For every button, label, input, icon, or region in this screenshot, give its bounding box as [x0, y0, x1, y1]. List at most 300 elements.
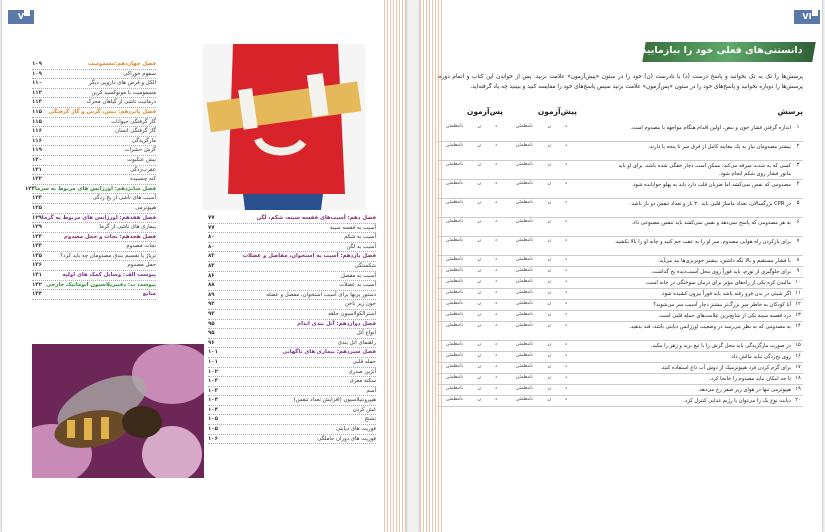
question-row	[437, 301, 803, 309]
question-text: اندازه گرفتن فشار خون و نبض، اولین اقدام هنگام مواجهه با مصدوم است.	[630, 125, 791, 131]
toc-entry-page: ۸۸	[208, 282, 215, 289]
question-number: ۴	[796, 181, 800, 187]
posttest-option[interactable]: د	[494, 200, 497, 205]
toc-entry-title: درماتیت ناشی از گیاهان محرک	[86, 99, 156, 106]
toc-entry-page: ۱۰۶	[208, 435, 218, 442]
toc-entry-page: ۱۲۱	[32, 166, 42, 173]
pretest-option[interactable]: ن	[547, 124, 551, 129]
posttest-option[interactable]: ن	[477, 181, 481, 186]
pretest-option[interactable]: د	[564, 386, 567, 391]
toc-entry-page: ۱۱۵	[32, 108, 42, 115]
question-row	[437, 238, 803, 254]
posttest-option[interactable]: ن	[477, 386, 481, 391]
pretest-option[interactable]: ن	[547, 162, 551, 167]
posttest-option[interactable]: ن	[477, 238, 481, 243]
toc-entry-page: ۱۱۰	[32, 80, 42, 87]
pretest-option[interactable]: ن	[547, 143, 551, 148]
toc-entry	[32, 271, 156, 281]
toc-entry	[32, 146, 156, 156]
pretest-option[interactable]: ن	[547, 257, 551, 262]
page-title: دانستنی‌های فعلی خود را بیازمایید	[641, 45, 803, 56]
toc-entry-title: کنه چسبیده	[130, 176, 156, 183]
question-text: برای گرم کردن فرد هیپوترمیک از دوش آب داغ استفاده کنید.	[660, 365, 791, 371]
pretest-option[interactable]: ن	[547, 375, 551, 380]
posttest-option[interactable]: ن	[477, 143, 481, 148]
posttest-option[interactable]: نامطمئن	[445, 200, 463, 205]
toc-entry-page: ۱۲۳	[25, 185, 35, 192]
toc-entry	[208, 291, 376, 301]
question-text: برای جلوگیری از تورم، باید فوراً روی محل آسیب‌دیده یخ گذاشت.	[651, 269, 791, 275]
posttest-option[interactable]: د	[494, 238, 497, 243]
question-row	[437, 257, 803, 265]
toc-entry-title: بیماری های ناشی از گرما	[99, 224, 156, 231]
pretest-option[interactable]: نامطمئن	[515, 257, 533, 262]
posttest-option[interactable]: نامطمئن	[445, 323, 463, 328]
question-row	[437, 353, 803, 361]
question-number: ۱۴	[795, 323, 801, 329]
bee-photo	[32, 344, 204, 478]
pretest-option[interactable]: د	[564, 143, 567, 148]
toc-entry	[32, 290, 156, 300]
toc-entry	[32, 233, 156, 243]
toc-entry	[32, 281, 156, 291]
pretest-option[interactable]: نامطمئن	[515, 342, 533, 347]
toc-entry-title: انواع آتل	[356, 330, 376, 337]
toc-entry-page: ۸۰	[208, 234, 215, 241]
question-text: در صورت مارگزیدگی باید محل گزش را با تیغ برید و زهر را مکید.	[650, 343, 791, 349]
pretest-option[interactable]: نامطمئن	[515, 323, 533, 328]
toc-column-right	[25, 60, 156, 300]
pretest-option[interactable]: نامطمئن	[515, 238, 533, 243]
header-posttest: پس‌آزمون	[466, 107, 503, 116]
toc-entry-page: ۹۵	[208, 330, 215, 337]
splint-photo	[203, 44, 365, 210]
toc-entry-title: منابع	[142, 291, 156, 298]
posttest-option[interactable]: نامطمئن	[445, 364, 463, 369]
posttest-option[interactable]: نامطمئن	[445, 312, 463, 317]
toc-entry	[208, 406, 376, 416]
toc-entry	[208, 348, 376, 358]
question-text: درد قفسه سینه یکی از شایع‌ترین علامت‌های حمله قلبی است.	[658, 313, 791, 319]
posttest-option[interactable]: د	[494, 268, 497, 273]
toc-entry-page: ۷۷	[208, 215, 215, 221]
posttest-option[interactable]: ن	[477, 353, 481, 358]
pretest-option[interactable]: ن	[547, 353, 551, 358]
posttest-option[interactable]: د	[494, 219, 497, 224]
pretest-option[interactable]: ن	[547, 386, 551, 391]
page-number: V	[8, 10, 34, 24]
header-question: پرسش	[777, 107, 803, 116]
pretest-option[interactable]: ن	[547, 301, 551, 306]
question-text: تا حد امکان نباید مصدوم را جابجا کرد.	[709, 376, 791, 382]
toc-entry-page: ۱۰۳	[208, 387, 218, 394]
question-text: دیابت نوع یک را می‌توان با رژیم غذایی کنترل کرد.	[683, 398, 791, 404]
toc-entry-page: ۱۰۴	[208, 397, 218, 404]
pretest-option[interactable]: ن	[547, 279, 551, 284]
toc-entry-page: ۸۳	[208, 253, 215, 260]
pretest-option[interactable]: د	[564, 290, 567, 295]
header-pretest: پیش‌آزمون	[537, 107, 577, 116]
pretest-option[interactable]: ن	[547, 181, 551, 186]
toc-entry-page: ۱۰۴	[208, 406, 218, 413]
toc-entry-title: هیپرونتیلاسیون (افزایش تعداد تنفس)	[293, 397, 376, 404]
toc-entry	[208, 368, 376, 378]
pretest-option[interactable]: نامطمئن	[515, 268, 533, 273]
toc-entry-title: پیوست ب: دفیبریلاسیون اتوماتیک خارجی	[45, 281, 156, 288]
toc-entry	[208, 339, 376, 349]
posttest-option[interactable]: نامطمئن	[445, 124, 463, 129]
posttest-option[interactable]: ن	[477, 290, 481, 295]
toc-entry	[32, 261, 156, 271]
pretest-option[interactable]: د	[564, 364, 567, 369]
row-divider	[437, 395, 803, 396]
toc-entry-page: ۱۰۱	[208, 349, 218, 356]
toc-entry-title: فصل هفدهم: اورژانس های مربوط به گرما	[41, 214, 156, 221]
question-number: ۷	[796, 238, 800, 244]
question-text: هیپوترمی تنها در هوای زیر صفر رخ می‌دهد.	[697, 387, 791, 393]
pretest-option[interactable]: د	[564, 219, 567, 224]
toc-entry	[208, 243, 376, 253]
toc-entry-page: ۱۰۳	[208, 378, 218, 385]
pretest-option[interactable]: ن	[547, 268, 551, 273]
toc-entry-page: ۱۰۹	[32, 61, 42, 67]
toc-entry	[32, 194, 156, 204]
posttest-option[interactable]: د	[494, 181, 497, 186]
pretest-option[interactable]: نامطمئن	[515, 386, 533, 391]
toc-entry	[208, 435, 376, 445]
toc-entry	[208, 415, 376, 425]
pretest-option[interactable]: ن	[547, 364, 551, 369]
row-divider	[437, 340, 803, 341]
toc-entry-page: ۱۱۵	[32, 118, 42, 125]
toc-entry-title: دستور پریها برای آسیب استخوان، مفصل و عضله	[266, 291, 376, 298]
pretest-option[interactable]: د	[564, 200, 567, 205]
pretest-option[interactable]: ن	[547, 200, 551, 205]
toc-entry	[208, 214, 376, 224]
pretest-option[interactable]: د	[564, 375, 567, 380]
toc-entry	[32, 108, 156, 118]
posttest-option[interactable]: د	[494, 364, 497, 369]
posttest-option[interactable]: د	[494, 257, 497, 262]
toc-entry-page: ۸۰	[208, 243, 215, 250]
posttest-option[interactable]: ن	[477, 124, 481, 129]
pretest-option[interactable]: ن	[547, 238, 551, 243]
toc-entry-page: ۱۳۳	[32, 233, 42, 240]
posttest-option[interactable]: ن	[477, 312, 481, 317]
toc-entry-title: آسیب به شکم	[344, 234, 376, 241]
toc-entry-title: راهنمای آتل بندی	[337, 339, 376, 346]
pretest-option[interactable]: نامطمئن	[515, 353, 533, 358]
toc-entry	[32, 204, 156, 214]
posttest-option[interactable]: نامطمئن	[445, 268, 463, 273]
toc-entry-title: آنژین صدری	[348, 368, 376, 375]
posttest-option[interactable]: د	[494, 301, 497, 306]
pretest-option[interactable]: د	[564, 162, 567, 167]
pretest-option[interactable]: نامطمئن	[515, 162, 533, 167]
toc-entry-title: سکته مغزی	[349, 378, 376, 385]
pretest-option[interactable]: د	[564, 312, 567, 317]
pretest-option[interactable]: د	[564, 124, 567, 129]
toc-entry-title: گاز گرفتگی حیوانات	[111, 118, 156, 125]
toc-entry	[208, 425, 376, 435]
pretest-option[interactable]: ن	[547, 323, 551, 328]
pretest-option[interactable]: نامطمئن	[515, 279, 533, 284]
question-number: ۱۵	[795, 342, 801, 348]
toc-entry-page: ۱۱۶	[32, 137, 42, 144]
posttest-option[interactable]: ن	[477, 364, 481, 369]
posttest-option[interactable]: ن	[477, 375, 481, 380]
posttest-option[interactable]: نامطمئن	[445, 257, 463, 262]
toc-entry-title: نجات مصدوم	[126, 243, 156, 250]
pretest-option[interactable]: نامطمئن	[515, 200, 533, 205]
pretest-option[interactable]: نامطمئن	[515, 397, 533, 402]
posttest-option[interactable]: د	[494, 162, 497, 167]
toc-entry-title: آسیب به مفصل	[340, 272, 376, 279]
pretest-option[interactable]: د	[564, 353, 567, 358]
posttest-option[interactable]: ن	[477, 301, 481, 306]
toc-entry	[208, 281, 376, 291]
pretest-option[interactable]: ن	[547, 312, 551, 317]
question-number: ۱	[796, 124, 800, 130]
pretest-option[interactable]: نامطمئن	[515, 143, 533, 148]
toc-entry	[208, 358, 376, 368]
posttest-option[interactable]: د	[494, 375, 497, 380]
row-divider	[437, 351, 803, 352]
toc-entry	[32, 223, 156, 233]
posttest-option[interactable]: نامطمئن	[445, 219, 463, 224]
posttest-option[interactable]: نامطمئن	[445, 342, 463, 347]
posttest-option[interactable]: نامطمئن	[445, 238, 463, 243]
table-header	[437, 107, 803, 119]
toc-entry-page: ۱۰۲	[208, 368, 218, 375]
row-divider	[437, 198, 803, 199]
pretest-option[interactable]: نامطمئن	[515, 181, 533, 186]
pretest-option[interactable]: د	[564, 181, 567, 186]
toc-entry-page: ۱۱۲	[32, 89, 42, 96]
posttest-option[interactable]: د	[494, 290, 497, 295]
toc-entry-title: فوریت های دیابتی	[335, 426, 376, 433]
pretest-option[interactable]: د	[564, 268, 567, 273]
toc-entry	[208, 310, 376, 320]
toc-entry-page: ۱۰۵	[208, 416, 218, 423]
toc-entry-page: ۹۶	[208, 339, 215, 346]
posttest-option[interactable]: د	[494, 342, 497, 347]
toc-entry-page: ۱۲۰	[32, 156, 42, 163]
page-edge-stripes	[384, 0, 406, 532]
toc-entry	[208, 233, 376, 243]
toc-entry-page: ۱۴۴	[32, 291, 42, 298]
question-row	[437, 342, 803, 350]
question-row	[437, 290, 803, 298]
question-text: کسی که به شدت سرفه می‌کند، ممکن است دچار خفگی شده باشد، برای او باید مانور فشار روی شکم انجام شود.	[618, 163, 791, 177]
toc-entry	[32, 98, 156, 108]
posttest-option[interactable]: ن	[477, 397, 481, 402]
question-number: ۳	[796, 162, 800, 168]
posttest-option[interactable]: نامطمئن	[445, 181, 463, 186]
posttest-option[interactable]: نامطمئن	[445, 353, 463, 358]
row-divider	[437, 266, 803, 267]
toc-entry-title: استرالکولاسیون حلقه	[328, 310, 376, 317]
question-row	[437, 268, 803, 276]
toc-entry-page: ۱۲۳	[32, 195, 42, 202]
posttest-option[interactable]: ن	[477, 200, 481, 205]
toc-entry	[208, 329, 376, 339]
row-divider	[437, 362, 803, 363]
toc-entry-page: ۱۲۵	[32, 204, 42, 211]
toc-entry	[32, 118, 156, 128]
toc-entry-title: فصل چهاردهم:مسمومیت	[87, 61, 156, 67]
question-row	[437, 124, 803, 140]
toc-entry-page: ۱۳۳	[32, 243, 42, 250]
toc-entry	[208, 396, 376, 406]
toc-entry-page: ۸۹	[208, 291, 215, 298]
toc-entry-title: آسیب به لگن	[346, 243, 376, 250]
pretest-option[interactable]: ن	[547, 342, 551, 347]
question-row	[437, 323, 803, 339]
posttest-option[interactable]: ن	[477, 219, 481, 224]
posttest-option[interactable]: ن	[477, 279, 481, 284]
pretest-option[interactable]: د	[564, 397, 567, 402]
question-row	[437, 162, 803, 178]
toc-entry	[208, 252, 376, 262]
question-text: به مصدومی که به نظر می‌رسد در وضعیت اورژانس دیابتی باشد، قند بدهید.	[629, 324, 791, 330]
row-divider	[437, 288, 803, 289]
pretest-option[interactable]: د	[564, 323, 567, 328]
row-divider	[437, 310, 803, 311]
toc-entry-page: ۱۰۹	[32, 70, 42, 77]
toc-entry-title: آسیب به عضلات	[339, 282, 376, 289]
pretest-option[interactable]: ن	[547, 397, 551, 402]
toc-entry	[208, 262, 376, 272]
question-text: روی یخ‌زدگی نباید مالش داد.	[729, 354, 791, 360]
posttest-option[interactable]: نامطمئن	[445, 279, 463, 284]
posttest-option[interactable]: ن	[477, 162, 481, 167]
row-divider	[437, 255, 803, 256]
toc-entry	[32, 137, 156, 147]
question-row	[437, 375, 803, 383]
row-divider	[437, 406, 803, 407]
toc-entry	[208, 272, 376, 282]
toc-entry	[32, 166, 156, 176]
pretest-option[interactable]: نامطمئن	[515, 290, 533, 295]
posttest-option[interactable]: نامطمئن	[445, 162, 463, 167]
pretest-option[interactable]: د	[564, 301, 567, 306]
posttest-option[interactable]: د	[494, 353, 497, 358]
posttest-option[interactable]: ن	[477, 257, 481, 262]
pretest-option[interactable]: د	[564, 257, 567, 262]
posttest-option[interactable]: د	[494, 279, 497, 284]
pretest-option[interactable]: نامطمئن	[515, 375, 533, 380]
toc-entry	[32, 70, 156, 80]
toc-entry	[32, 242, 156, 252]
posttest-option[interactable]: نامطمئن	[445, 386, 463, 391]
posttest-option[interactable]: د	[494, 386, 497, 391]
posttest-option[interactable]: ن	[477, 268, 481, 273]
question-row	[437, 312, 803, 320]
pretest-option[interactable]: د	[564, 342, 567, 347]
posttest-option[interactable]: نامطمئن	[445, 301, 463, 306]
pretest-option[interactable]: نامطمئن	[515, 219, 533, 224]
row-divider	[437, 373, 803, 374]
pretest-option[interactable]: د	[564, 238, 567, 243]
pretest-option[interactable]: نامطمئن	[515, 312, 533, 317]
toc-entry-title: حمل مصدوم	[127, 262, 156, 269]
toc-entry-page: ۱۰۱	[208, 358, 218, 365]
question-number: ۱۸	[795, 375, 801, 381]
toc-entry-title: گزش حشرات	[124, 147, 156, 154]
pretest-option[interactable]: ن	[547, 219, 551, 224]
toc-entry-page: ۱۲۲	[32, 176, 42, 183]
pretest-option[interactable]: د	[564, 279, 567, 284]
toc-entry-page: ۱۲۹	[32, 224, 42, 231]
posttest-option[interactable]: نامطمئن	[445, 397, 463, 402]
toc-entry-title: فوریت های دوران حاملگی	[317, 435, 376, 442]
left-page	[2, 0, 406, 532]
pretest-option[interactable]: نامطمئن	[515, 301, 533, 306]
page-number: VI	[794, 10, 820, 24]
question-number: ۱۹	[795, 386, 801, 392]
posttest-option[interactable]: نامطمئن	[445, 290, 463, 295]
toc-entry-page: ۸۳	[208, 262, 215, 269]
toc-entry-page: ۹۲	[208, 301, 215, 308]
posttest-option[interactable]: ن	[477, 342, 481, 347]
toc-entry	[208, 300, 376, 310]
posttest-option[interactable]: ن	[477, 323, 481, 328]
question-row	[437, 200, 803, 216]
toc-entry	[32, 252, 156, 262]
pretest-option[interactable]: نامطمئن	[515, 364, 533, 369]
question-text: مصدومی که نفس نمی‌کشد اما ضربان قلب دارد باید به پهلو خوابانده شود.	[631, 182, 791, 188]
posttest-option[interactable]: د	[494, 397, 497, 402]
toc-entry-title: الکل و قرص های دارویی دیگر	[88, 80, 156, 87]
toc-entry-title: فصل دهم: آسیب‌های قفسه سینه، شکم، لگن	[256, 215, 376, 221]
toc-entry	[32, 60, 156, 70]
question-number: ۱۲	[795, 301, 801, 307]
question-text: بیشتر مصدومان نیاز به یک معاینه کامل از فرق سر تا پنجه پا دارند.	[648, 144, 791, 150]
posttest-option[interactable]: د	[494, 124, 497, 129]
toc-entry-page: ۹۳	[208, 310, 215, 317]
toc-entry-page: ۱۱۹	[32, 147, 42, 154]
pretest-option[interactable]: ن	[547, 290, 551, 295]
posttest-option[interactable]: د	[494, 143, 497, 148]
toc-entry-title: فصل دوازدهم: آتل بندی اندام	[297, 320, 376, 327]
question-row	[437, 279, 803, 287]
posttest-option[interactable]: د	[494, 312, 497, 317]
posttest-option[interactable]: نامطمئن	[445, 143, 463, 148]
row-divider	[437, 141, 803, 142]
toc-entry	[208, 224, 376, 234]
question-number: ۵	[796, 200, 800, 206]
toc-entry-title: فصل هجدهم: نجات و حمل مصدوم	[64, 233, 156, 240]
toc-entry-title: مارگزیدگی	[131, 137, 156, 144]
toc-entry	[32, 89, 156, 99]
toc-entry	[32, 156, 156, 166]
toc-entry-title: خون زیر ناخن	[344, 301, 376, 308]
posttest-option[interactable]: د	[494, 323, 497, 328]
toc-entry-title: آسیب های ناشی از یخ زدگی	[92, 195, 156, 202]
pretest-option[interactable]: نامطمئن	[515, 124, 533, 129]
row-divider	[437, 217, 803, 218]
toc-entry-title: مسمومیت با مونوکسید کربن	[91, 89, 156, 96]
toc-entry-page: ۱۲۹	[31, 214, 42, 221]
question-row	[437, 181, 803, 197]
posttest-option[interactable]: نامطمئن	[445, 375, 463, 380]
question-text: اگر شیئی در بدن فرو رفته باشد باید فوراً بیرون کشیده شود.	[660, 291, 791, 297]
toc-entry-title: فصل پانزدهم: نیش، گزش و گاز گرفتگی	[48, 108, 156, 115]
question-row	[437, 219, 803, 235]
question-number: ۱۳	[795, 312, 801, 318]
question-text: در CPR بزرگسالان، تعداد ماساژ قلبی باید ۳۰ بار و تعداد تنفس دو بار باشد.	[629, 201, 791, 207]
